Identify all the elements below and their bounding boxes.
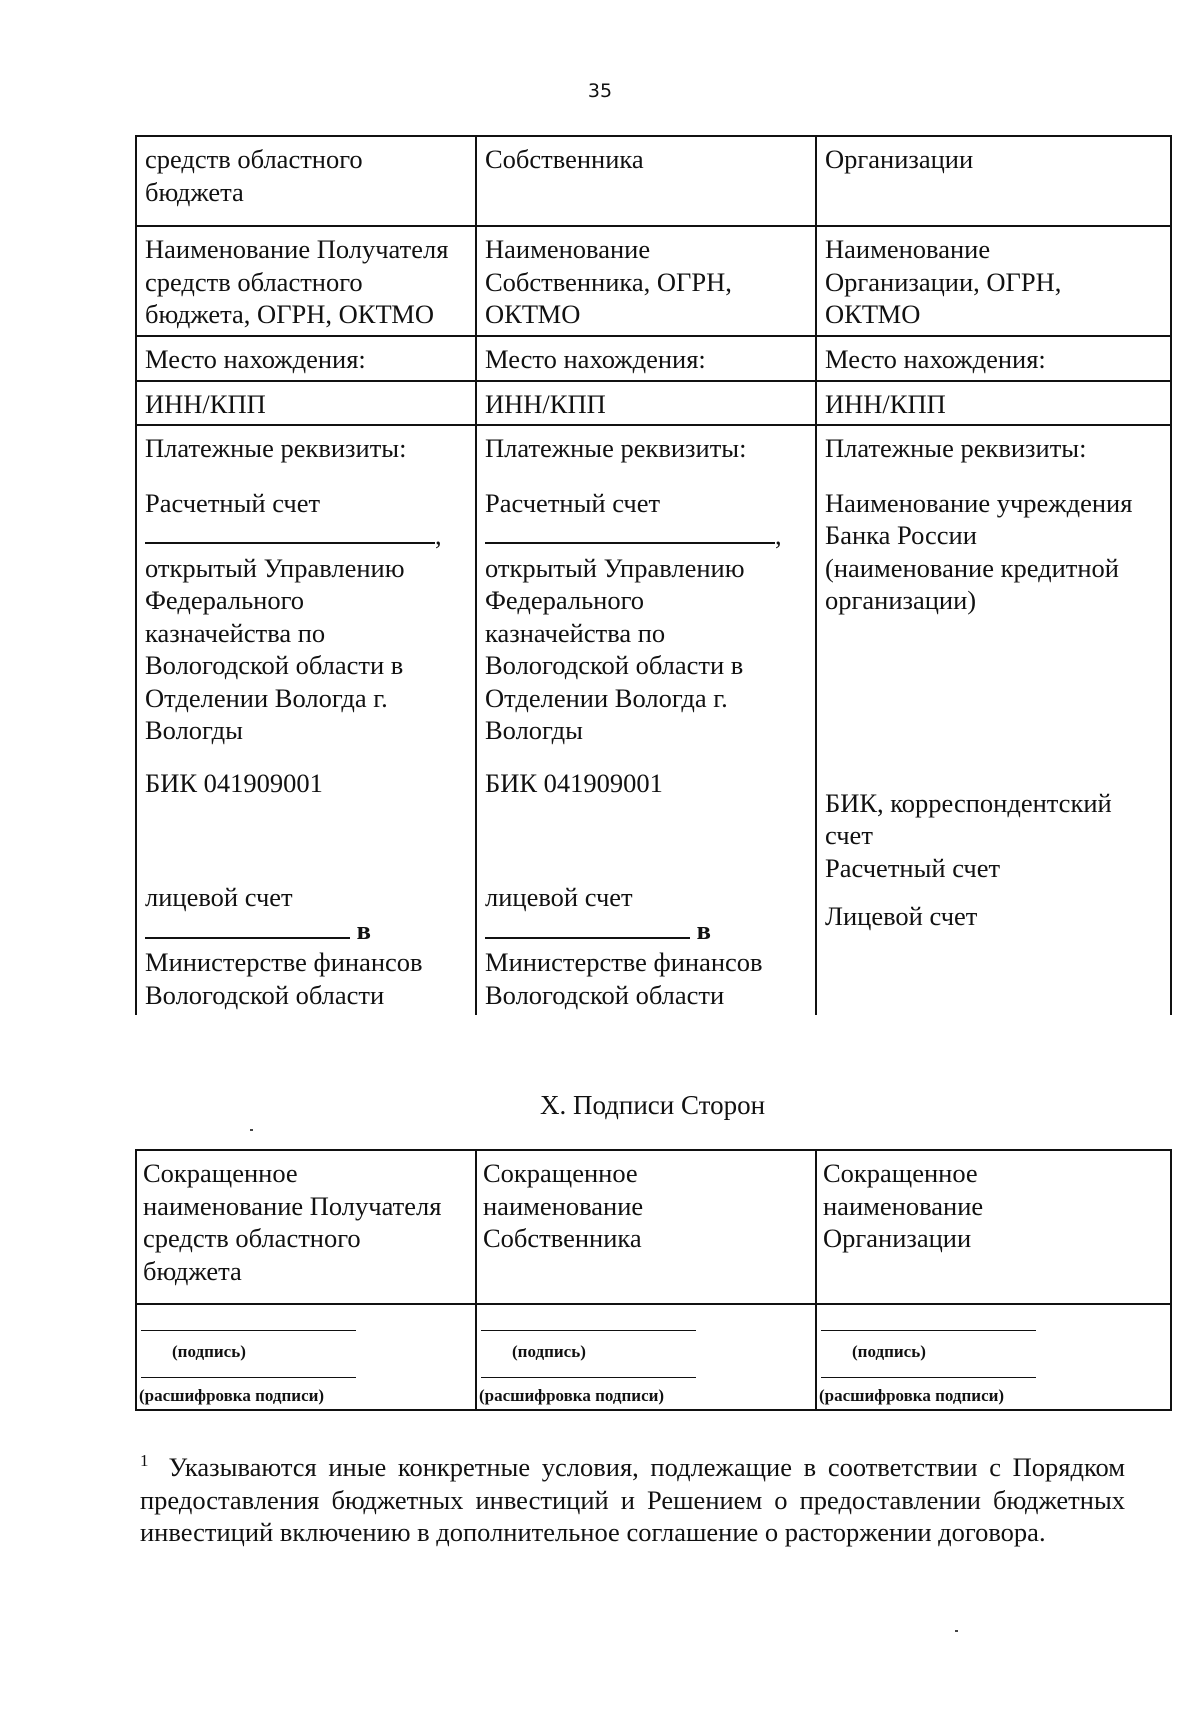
bik-correspondent: БИК, корреспондентский счет Расчетный счет (825, 787, 1112, 883)
owner-inn-cell: ИНН/КПП (476, 381, 816, 426)
personal-account-label: лицевой счет (485, 882, 633, 912)
owner-signature-cell (476, 1304, 816, 1410)
blank-line (145, 917, 350, 939)
in-label: в (356, 914, 371, 945)
bik: БИК 041909001 (145, 767, 323, 798)
footnote (140, 1445, 1125, 1549)
decryption-caption: (расшифровка подписи) (479, 1386, 665, 1405)
blank-suffix: , (435, 520, 442, 550)
signature-caption: (подпись) (852, 1342, 926, 1361)
signature-line (481, 1330, 696, 1331)
page-number: 35 (587, 80, 613, 102)
table-row (136, 336, 1171, 381)
decryption-caption: (расшифровка подписи) (139, 1386, 325, 1405)
organization-payment-cell (816, 425, 1171, 1015)
settlement-account-label: Расчетный счет (145, 487, 321, 518)
blank-suffix: , (775, 520, 782, 550)
bank-name-text: Наименование учреждения Банка России (наименование кредитной организации) (825, 487, 1133, 615)
payment-details-label: Платежные реквизиты: (825, 433, 1087, 463)
footnote-marker: 1 (140, 1451, 149, 1470)
organization-name-cell: Наименование Организации, ОГРН, ОКТМО (816, 226, 1171, 336)
requisites-table (135, 135, 1172, 1015)
personal-account-label: лицевой счет (145, 882, 293, 912)
signature-line (141, 1377, 356, 1378)
recipient-name-cell: Наименование Получателя средств областного бюджета, ОГРН, ОКТМО (136, 226, 476, 336)
recipient-inn-cell: ИНН/КПП (136, 381, 476, 426)
treasury-text: открытый Управлению Федерального казначейства по Вологодской области в Отделении Вологда г. Вологды (145, 552, 405, 745)
signature-line (481, 1377, 696, 1378)
owner-payment-cell (476, 425, 816, 1015)
table-row (136, 381, 1171, 426)
org-personal-account: Лицевой счет (825, 901, 978, 931)
table-row (136, 136, 1171, 226)
bik: БИК 041909001 (485, 767, 663, 798)
decryption-caption: (расшифровка подписи) (819, 1386, 1005, 1405)
organization-inn-cell: ИНН/КПП (816, 381, 1171, 426)
recipient-cell: средств областного бюджета (136, 136, 476, 226)
scan-speck (250, 1129, 253, 1131)
signature-line (821, 1377, 1036, 1378)
organization-signature-cell (816, 1304, 1171, 1410)
footnote-text: Указываются иные конкретные условия, подлежащие в соответствии с Порядком предоставления бюджетных инвестиций и Решением о предоставлении бюджетных инвестиций включению в дополнительное соглашение о расторжении договора. (140, 1452, 1125, 1547)
treasury-text: открытый Управлению Федерального казначейства по Вологодской области в Отделении Вологда г. Вологды (485, 552, 745, 745)
owner-cell: Собственника (476, 136, 816, 226)
table-row (136, 425, 1171, 1015)
owner-short-name: Сокращенное наименование Собственника (476, 1150, 816, 1304)
signature-caption: (подпись) (172, 1342, 246, 1361)
recipient-signature-cell (136, 1304, 476, 1410)
payment-details-label: Платежные реквизиты: (145, 433, 407, 463)
ministry-text: Министерстве финансов Вологодской области (485, 947, 763, 1010)
table-row (136, 1304, 1171, 1410)
blank-line (145, 522, 435, 544)
blank-line (485, 522, 775, 544)
blank-line (485, 917, 690, 939)
organization-location-cell: Место нахождения: (816, 336, 1171, 381)
signatures-table (135, 1149, 1172, 1411)
table-row (136, 226, 1171, 336)
recipient-location-cell: Место нахождения: (136, 336, 476, 381)
organization-cell: Организации (816, 136, 1171, 226)
signature-line (821, 1330, 1036, 1331)
recipient-short-name: Сокращенное наименование Получателя средств областного бюджета (136, 1150, 476, 1304)
settlement-account-label: Расчетный счет (485, 487, 661, 518)
scan-speck (955, 1630, 958, 1632)
in-label: в (696, 914, 711, 945)
owner-location-cell: Место нахождения: (476, 336, 816, 381)
section-title: X. Подписи Сторон (539, 1090, 766, 1120)
payment-details-label: Платежные реквизиты: (485, 433, 747, 463)
ministry-text: Министерстве финансов Вологодской области (145, 947, 423, 1010)
recipient-payment-cell (136, 425, 476, 1015)
table-row (136, 1150, 1171, 1304)
signature-caption: (подпись) (512, 1342, 586, 1361)
organization-short-name: Сокращенное наименование Организации (816, 1150, 1171, 1304)
signature-line (141, 1330, 356, 1331)
owner-name-cell: Наименование Собственника, ОГРН, ОКТМО (476, 226, 816, 336)
